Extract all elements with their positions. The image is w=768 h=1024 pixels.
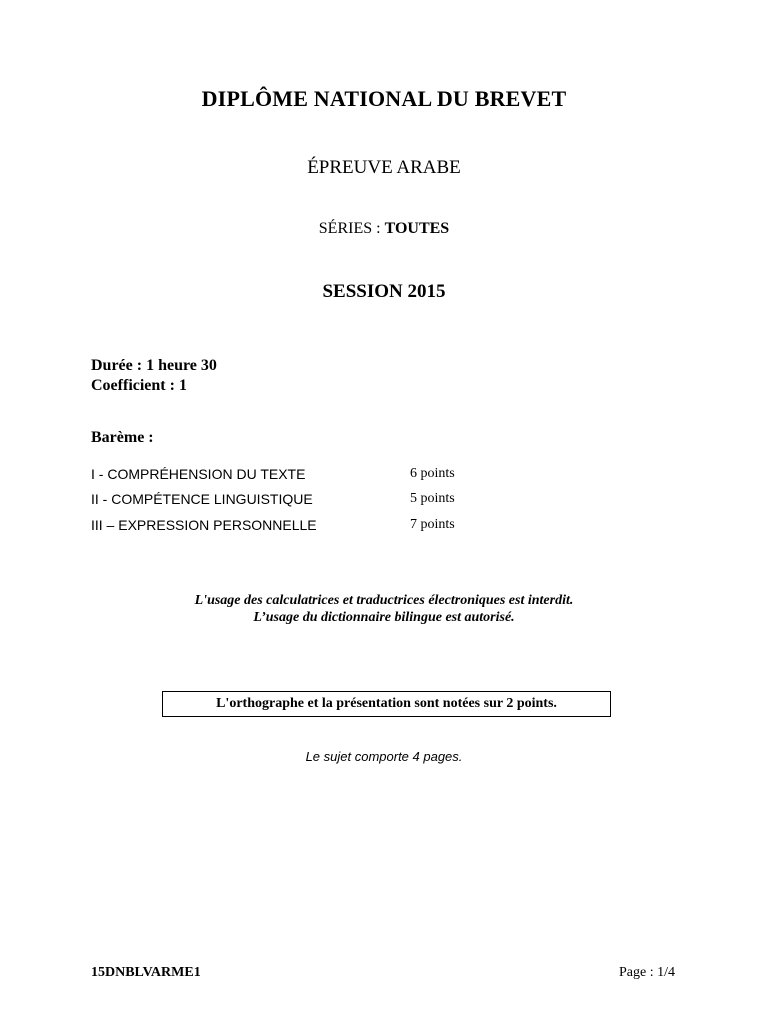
exam-session: SESSION 2015 bbox=[322, 281, 446, 302]
spelling-presentation-notice: L'orthographe et la présentation sont notées sur 2 points. bbox=[162, 691, 611, 717]
bareme-section: I - COMPRÉHENSION DU TEXTE bbox=[91, 466, 306, 482]
exam-series bbox=[0, 220, 768, 238]
page-count-note: Le sujet comporte 4 pages. bbox=[305, 749, 463, 764]
document-title: DIPLÔME NATIONAL DU BREVET bbox=[201, 86, 567, 111]
exam-subject: ÉPREUVE ARABE bbox=[307, 157, 461, 178]
calculator-rule-note: L'usage des calculatrices et traductrices électroniques est interdit. bbox=[194, 593, 574, 608]
bareme-points: 6 points bbox=[410, 466, 455, 481]
bareme-row bbox=[91, 466, 511, 486]
exam-duration: Durée : 1 heure 30 bbox=[91, 357, 217, 374]
bareme-points: 7 points bbox=[410, 517, 455, 532]
bareme-heading: Barème : bbox=[91, 429, 154, 446]
exam-coefficient: Coefficient : 1 bbox=[91, 377, 187, 394]
dictionary-rule-note: L’usage du dictionnaire bilingue est autorisé. bbox=[253, 610, 515, 625]
series-label: SÉRIES : bbox=[318, 220, 385, 237]
bareme-row bbox=[91, 491, 511, 511]
bareme-section: II - COMPÉTENCE LINGUISTIQUE bbox=[91, 491, 313, 507]
footer-page-number: Page : 1/4 bbox=[619, 965, 675, 980]
series-value: TOUTES bbox=[384, 220, 450, 237]
bareme-points: 5 points bbox=[410, 491, 455, 506]
bareme-row bbox=[91, 517, 511, 537]
bareme-section: III – EXPRESSION PERSONNELLE bbox=[91, 517, 317, 533]
footer-exam-code: 15DNBLVARME1 bbox=[91, 965, 201, 980]
